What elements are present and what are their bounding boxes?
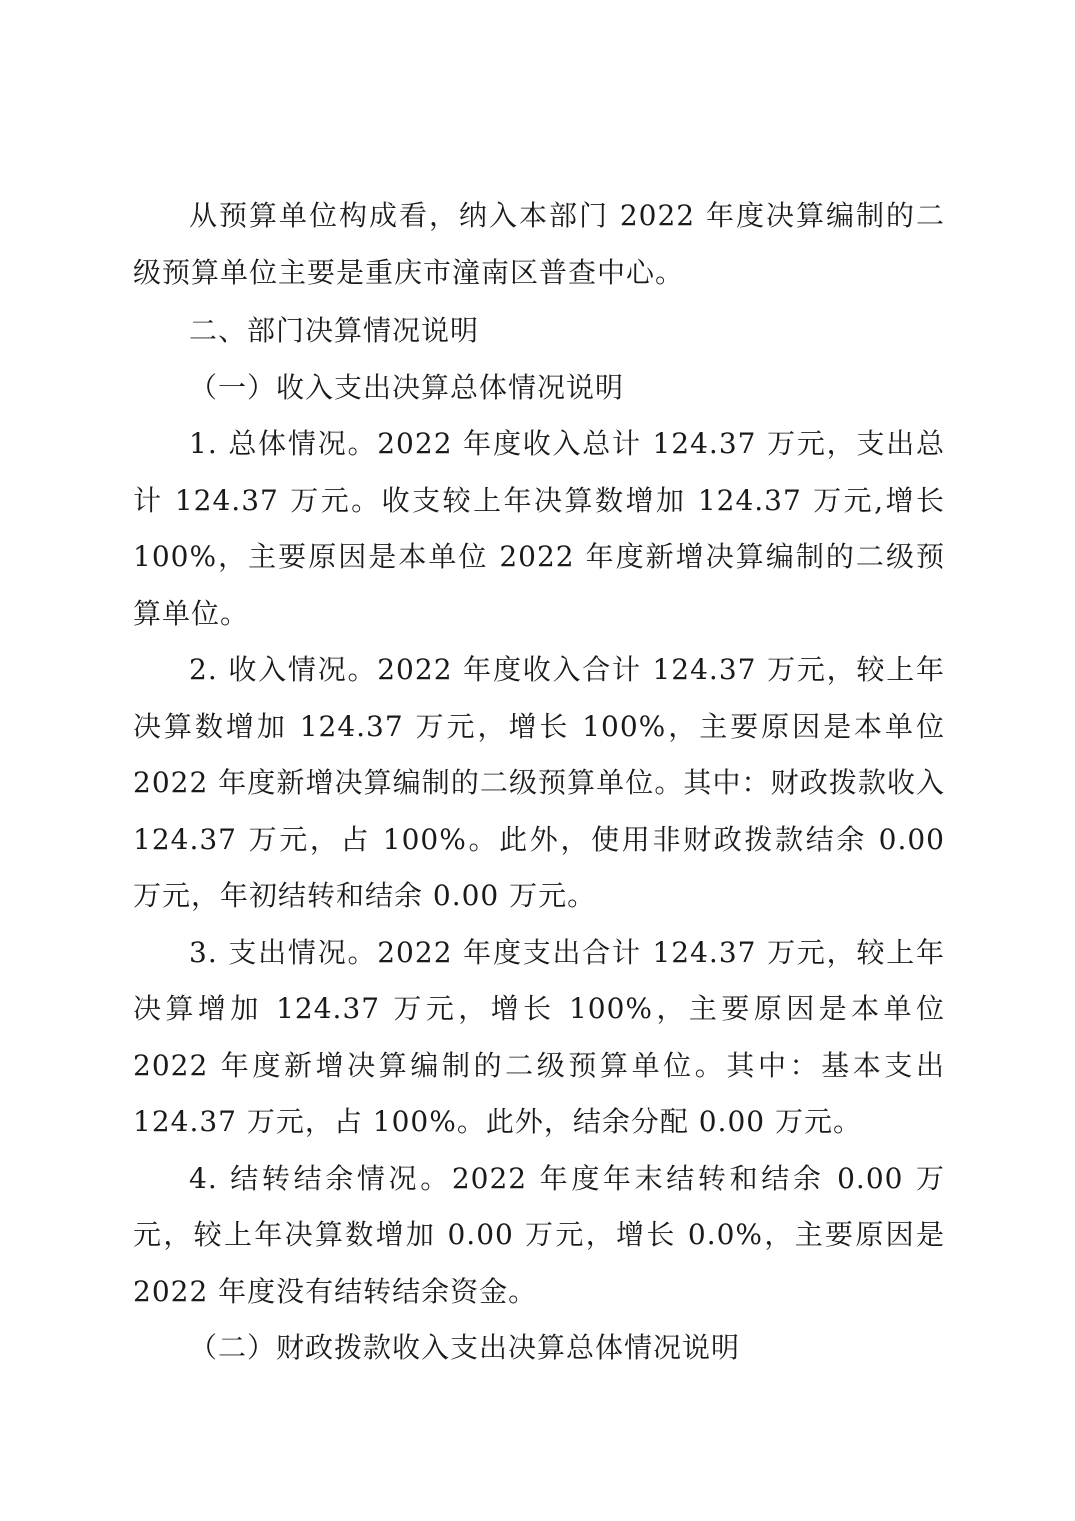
subsection-heading-fiscal-appropriation: （二）财政拨款收入支出决算总体情况说明 (189, 1331, 741, 1364)
paragraph-income-situation: 2. 收入情况。2022 年度收入合计 124.37 万元，较上年决算数增加 124.37 万元，增长 100%，主要原因是本单位 2022 年度新增决算编制的二级预算单位。其中：财政拨款收入 124.37 万元，占 100%。此外，使用非财政拨款结余 0.00 万元，年初结转和结余 0.00 万元。 (133, 653, 945, 912)
section-heading-department-accounts: 二、部门决算情况说明 (189, 314, 480, 347)
subsection-heading-income-expenditure: （一）收入支出决算总体情况说明 (189, 370, 625, 404)
paragraph-budget-units: 从预算单位构成看，纳入本部门 2022 年度决算编制的二级预算单位主要是重庆市潼南区普查中心。 (133, 199, 945, 289)
paragraph-expenditure-situation: 3. 支出情况。2022 年度支出合计 124.37 万元，较上年决算增加 124.37 万元，增长 100%，主要原因是本单位 2022 年度新增决算编制的二级预算单位。其中：基本支出 124.37 万元，占 100%。此外，结余分配 0.00 万元。 (133, 935, 945, 1138)
paragraph-carryover-balance: 4. 结转结余情况。2022 年度年末结转和结余 0.00 万元，较上年决算数增加 0.00 万元，增长 0.0%，主要原因是 2022 年度没有结转结余资金。 (133, 1161, 945, 1308)
paragraph-overall-situation: 1. 总体情况。2022 年度收入总计 124.37 万元，支出总计 124.37 万元。收支较上年决算数增加 124.37 万元,增长 100%，主要原因是本单位 2022 年度新增决算编制的二级预算单位。 (133, 427, 945, 630)
document-body (133, 188, 945, 1377)
